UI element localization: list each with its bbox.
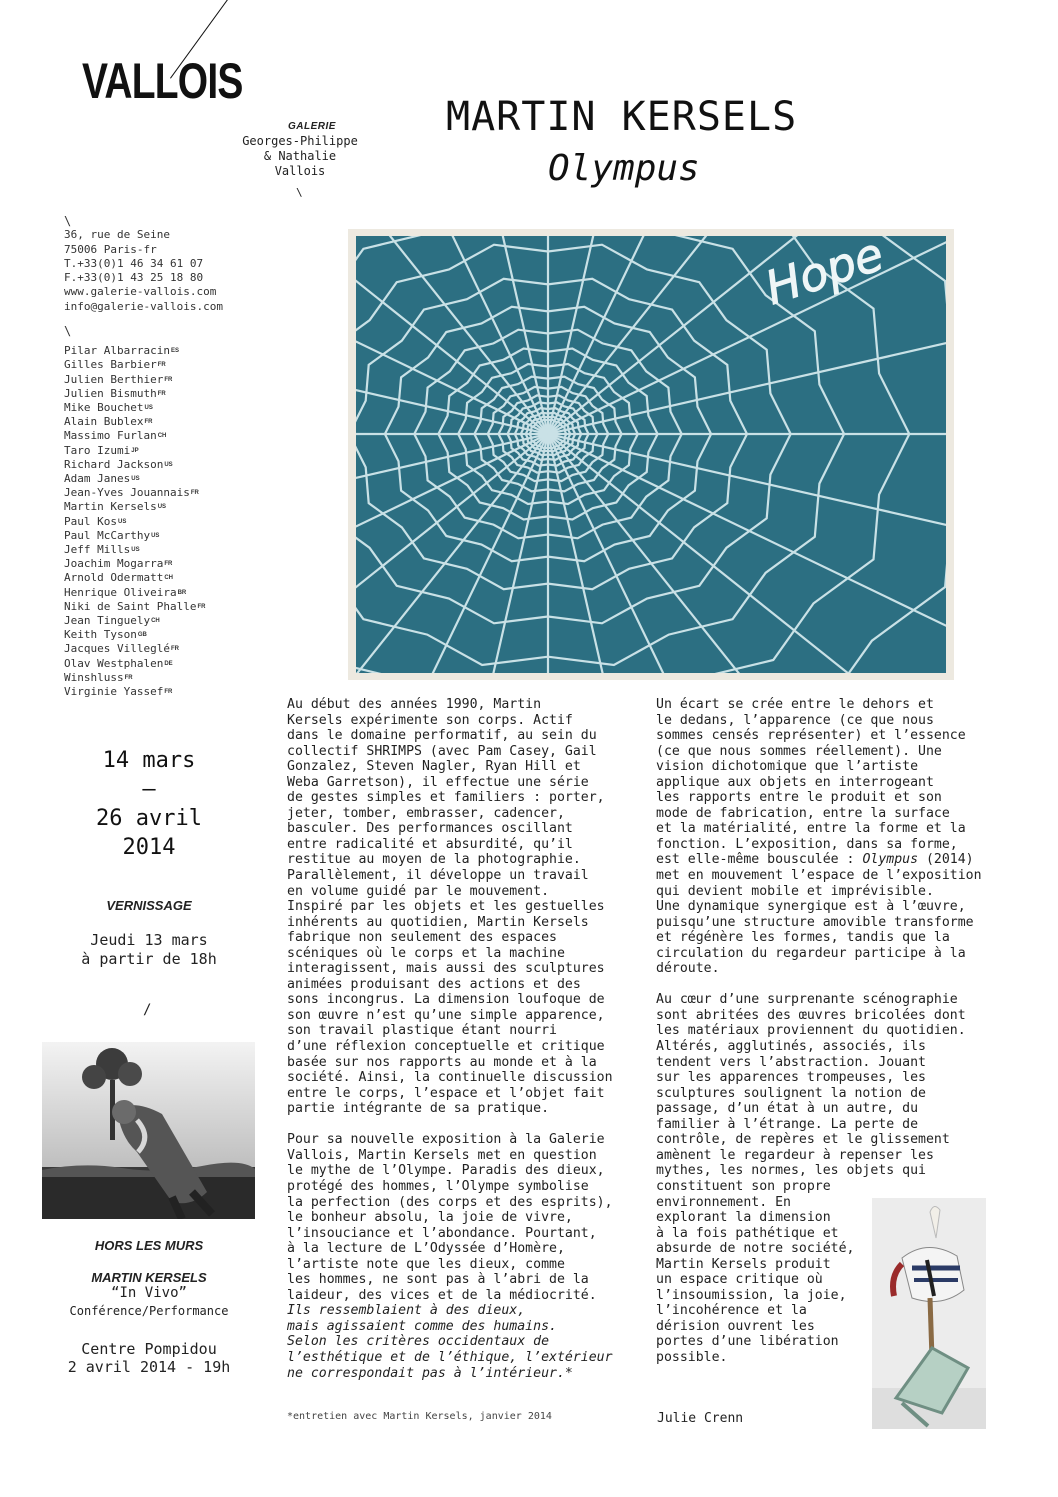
essay-line: le mythe de l’Olympe. Paradis des dieux, (287, 1163, 605, 1179)
essay-line: son travail plastique étant nourri (287, 1023, 557, 1039)
essay-line: amènent le regardeur à repenser les (656, 1147, 934, 1163)
artist-country-code: FR (124, 674, 133, 681)
essay-line: d’une réflexion conceptuelle et critique (287, 1039, 605, 1055)
essay-line: Vallois, Martin Kersels met en question (287, 1147, 597, 1163)
essay-line: Au début des années 1990, Martin (287, 697, 542, 712)
artist-list-item (64, 373, 205, 387)
address-street: 36, rue de Seine (64, 228, 170, 242)
essay-line: basculer. Des performances oscillant (287, 821, 573, 837)
artist-list-item (64, 415, 205, 429)
essay-line: protégé des hommes, l’Olympe symbolise (287, 1178, 589, 1194)
essay-line: un espace critique où (656, 1272, 823, 1288)
essay-line: inhérents au quotidien, Martin Kersels (287, 914, 589, 930)
essay-line: Altérés, agglutinés, associés, ils (656, 1039, 926, 1055)
artist-country-code: BR (177, 589, 187, 596)
artist-name: Jean-Yves Jouannais (64, 486, 190, 500)
essay-line: en volume guidé par le mouvement. (287, 883, 550, 899)
artist-country-code: ES (170, 348, 179, 355)
artwork-inscription: Hope (758, 229, 890, 316)
artist-country-code: FR (144, 419, 153, 426)
essay-line: sur les apparences trompeuses, les (656, 1070, 926, 1086)
essay-line: Au cœur d’une surprenante scénographie (656, 992, 958, 1008)
artist-country-code: US (131, 547, 140, 554)
artist-country-code: US (131, 476, 140, 483)
owner-name-line: & Nathalie (263, 149, 337, 163)
essay-line: Ils ressemblaient à des dieux, (287, 1303, 526, 1319)
essay-line: passage, d’un état à un autre, du (656, 1101, 919, 1117)
essay-line: mode de fabrication, entre la surface (656, 805, 950, 821)
essay-line: partie intégrante de sa pratique. (287, 1101, 550, 1117)
artist-name: Julien Berthier (64, 372, 164, 386)
artist-country-code: US (151, 532, 160, 539)
vernissage-time: à partir de 18h (81, 950, 217, 968)
website-link[interactable]: www.galerie-vallois.com (64, 285, 217, 299)
artist-name: Henrique Oliveira (64, 585, 177, 599)
essay-line: l’esthétique et de l’éthique, l’extérieur (287, 1349, 613, 1365)
essay-line: dérision ouvrent les (656, 1318, 815, 1334)
owner-name-line: Vallois (274, 164, 326, 178)
fax-number: F.+33(0)1 43 25 18 80 (64, 271, 204, 285)
end-year: 2014 (122, 835, 176, 860)
essay-line: les rapports entre le produit et son (656, 790, 942, 806)
essay-line: Selon les critères occidentaux de (287, 1334, 550, 1350)
artist-list-item (64, 685, 205, 699)
essay-line: et la matérialité, entre la forme et la (656, 821, 966, 837)
artist-list-item (64, 500, 205, 514)
essay-line: interagissent, mais aussi des sculptures (287, 961, 605, 977)
essay-line: l’insouciance et l’abondance. Pourtant, (287, 1225, 597, 1241)
artist-name: Niki de Saint Phalle (64, 599, 197, 613)
artwork-image (348, 229, 954, 680)
essay-line: Inspiré par les objets et les gestuelles (287, 899, 605, 915)
essay-line: basée sur nos rapports au monde et à la (287, 1054, 597, 1070)
essay-line: absurde de notre société, (656, 1241, 855, 1257)
artist-name: Paul Kos (64, 514, 117, 528)
artist-list-item (64, 344, 205, 358)
artist-name: Richard Jackson (64, 457, 164, 471)
end-date: 26 avril (96, 806, 202, 831)
date-dash: — (142, 777, 156, 802)
essay-line: la perfection (des corps et des esprits), (287, 1194, 613, 1210)
essay-line: contrôle, de repères et le glissement (656, 1132, 950, 1148)
artist-list-item (64, 358, 205, 372)
essay-line: Parallèlement, il développe un travail (287, 868, 589, 884)
artist-name: Pilar Albarracin (64, 344, 170, 358)
artist-name: Jeff Mills (64, 543, 131, 557)
email-link[interactable]: info@galerie-vallois.com (64, 299, 223, 313)
artist-country-code: DE (164, 660, 173, 667)
essay-line: de gestes simples et familiers : porter, (287, 790, 605, 806)
essay-line: Kersels expérimente son corps. Actif (287, 712, 573, 728)
artist-name: Paul McCarthy (64, 528, 151, 542)
author-signature: Julie Crenn (657, 1411, 744, 1426)
artist-name: Mike Bouchet (64, 401, 144, 415)
essay-line: animées produisant des actions et des (287, 976, 581, 992)
artist-country-code: US (117, 518, 127, 525)
artist-name: Taro Izumi (64, 443, 131, 457)
artist-country-code: US (144, 405, 153, 412)
exhibition-dates (40, 746, 258, 862)
essay-line: à la lecture de L’Odyssée d’Homère, (287, 1241, 565, 1257)
artist-name: Keith Tyson (64, 628, 137, 642)
essay-line: l’artiste note que les dieux, comme (287, 1256, 565, 1272)
artist-name: Gilles Barbier (64, 358, 157, 372)
essay-line: jeter, tomber, embrasser, cadencer, (287, 805, 565, 821)
artist-list-item (64, 444, 205, 458)
artist-list-item (64, 486, 205, 500)
essay-line: ne correspondait pas à l’intérieur.* (287, 1365, 573, 1381)
essay-line: Martin Kersels produit (656, 1256, 831, 1272)
artist-name: Arnold Odermatt (64, 571, 164, 585)
artists-tick-mark: \ (64, 324, 72, 338)
artist-country-code: CH (157, 433, 167, 440)
essay-line: puisqu’une structure amovible transforme (656, 914, 974, 930)
artist-name: Jean Tinguely (64, 614, 151, 628)
essay-line: tendent vers l’abstraction. Jouant (656, 1054, 926, 1070)
artist-country-code: FR (157, 362, 166, 369)
footnote: *entretien avec Martin Kersels, janvier 2014 (287, 1411, 552, 1422)
gallery-logo: VALLOIS (82, 53, 243, 109)
performance-photo-image (42, 1042, 255, 1219)
separator-slash: / (143, 1002, 152, 1018)
artist-list-item (64, 529, 205, 543)
artist-list-item (64, 543, 205, 557)
essay-line: qui devient mobile et imprévisible. (656, 883, 934, 899)
address-city: 75006 Paris-fr (64, 242, 157, 256)
essay-line: sont abritées des œuvres bricolées dont (656, 1007, 966, 1023)
artist-name: Massimo Furlan (64, 429, 157, 443)
essay-line: explorant la dimension (656, 1210, 831, 1226)
hors-les-murs-artist: MARTIN KERSELS (91, 1270, 207, 1285)
essay-line: à la fois pathétique et (656, 1225, 839, 1241)
sculpture-photo-image (872, 1198, 986, 1429)
venue-name: Centre Pompidou (81, 1340, 217, 1358)
phone-number: T.+33(0)1 46 34 61 07 (64, 256, 204, 270)
artwork-title-italic: Olympus (862, 852, 919, 868)
essay-line: Weba Garretson), il effectue une série (287, 774, 589, 790)
gallery-owner-names (236, 134, 364, 179)
essay-line: les hommes, ne sont pas à l’abri de la (287, 1272, 589, 1288)
hors-les-murs-type: Conférence/Performance (69, 1304, 229, 1318)
artist-list-item (64, 472, 205, 486)
artist-name: Jacques Villeglé (64, 642, 170, 656)
sculpture-photo (872, 1198, 986, 1429)
artist-list-item (64, 671, 205, 685)
artist-country-code: FR (164, 376, 173, 383)
essay-line: collectif SHRIMPS (avec Pam Casey, Gail (287, 743, 597, 759)
essay-line: dans le domaine performatif, au sein du (287, 728, 597, 744)
essay-line: restitue au moyen de la photographie. (287, 852, 581, 868)
artist-country-code: FR (164, 561, 173, 568)
artist-country-code: FR (170, 646, 179, 653)
artist-name: Joachim Mogarra (64, 557, 164, 571)
artist-list-item (64, 614, 205, 628)
essay-line: portes d’une libération (656, 1334, 839, 1350)
artist-list-item (64, 429, 205, 443)
essay-line: environnement. En (656, 1194, 791, 1210)
hors-les-murs-label: HORS LES MURS (94, 1238, 204, 1253)
artist-list (64, 324, 206, 699)
artist-country-code: US (164, 461, 173, 468)
gallery-tick-mark: \ (296, 186, 303, 199)
essay-column-left (287, 697, 613, 1381)
essay-line: Une dynamique synergique est à l’œuvre, (656, 899, 966, 915)
essay-line: sommes censés représenter) et l’essence (656, 728, 966, 744)
essay-line: Gonzalez, Steven Nagler, Ryan Hill et (287, 759, 581, 775)
essay-line: sons incongrus. La dimension loufoque de (287, 992, 605, 1008)
essay-line: met en mouvement l’espace de l’exposition (656, 868, 982, 884)
essay-line: fonction. L’exposition, dans sa forme, (656, 836, 958, 852)
essay-line: mythes, les normes, les objets qui (656, 1163, 926, 1179)
artist-list-item (64, 600, 205, 614)
exhibition-title: Olympus (548, 148, 700, 189)
hors-les-murs-venue (40, 1340, 258, 1376)
essay-line: Pour sa nouvelle exposition à la Galerie (287, 1132, 605, 1148)
galerie-label: GALERIE (288, 121, 336, 132)
owner-name-line: Georges-Philippe (242, 134, 358, 148)
artist-name: Julien Bismuth (64, 386, 157, 400)
artist-name: Virginie Yassef (64, 685, 164, 699)
essay-line: sculptures soulignent la notion de (656, 1085, 926, 1101)
essay-line: Un écart se crée entre le dehors et (656, 697, 934, 712)
essay-line: mais agissaient comme des humains. (287, 1318, 557, 1334)
vernissage-date: Jeudi 13 mars (90, 931, 208, 949)
artist-name: Adam Janes (64, 472, 131, 486)
artist-list-item (64, 628, 205, 642)
essay-line: l’incohérence et la (656, 1303, 807, 1319)
performance-photo (42, 1042, 255, 1219)
artist-country-code: FR (190, 490, 199, 497)
essay-line: vision dichotomique que l’artiste (656, 759, 919, 775)
start-date: 14 mars (102, 748, 196, 773)
essay-line: déroute. (656, 961, 720, 977)
essay-line: applique aux objets en interrogeant (656, 774, 934, 790)
essay-line (287, 1117, 613, 1133)
artist-name: Martin Kersels (64, 500, 157, 514)
contact-block (64, 214, 223, 314)
artist-country-code: FR (157, 390, 166, 397)
hors-les-murs-title: “In Vivo” (111, 1285, 187, 1301)
artist-list-item (64, 642, 205, 656)
essay-line: les matériaux proviennent du quotidien. (656, 1023, 966, 1039)
essay-line: possible. (656, 1349, 728, 1365)
venue-datetime: 2 avril 2014 - 19h (67, 1358, 231, 1376)
exhibition-artist-title: MARTIN KERSELS (446, 94, 798, 140)
essay-line: le bonheur absolu, la joie de vivre, (287, 1210, 573, 1226)
artist-list-item (64, 515, 205, 529)
artist-country-code: GB (137, 632, 147, 639)
artist-country-code: JP (131, 447, 139, 454)
artist-list-item (64, 458, 205, 472)
artist-list-item (64, 657, 205, 671)
essay-line: familier à l’étrange. La perte de (656, 1116, 919, 1132)
contact-tick-mark: \ (64, 214, 72, 228)
essay-line: entre radicalité et absurdité, qu’il (287, 836, 573, 852)
artist-country-code: CH (164, 575, 174, 582)
essay-line: entre le corps, l’espace et l’objet fait (287, 1085, 605, 1101)
essay-line: laideur, des vices et de la médiocrité. (287, 1287, 597, 1303)
essay-line: son œuvre n’est qu’une simple apparence, (287, 1007, 605, 1023)
spiderweb-drawing (348, 229, 954, 680)
artist-country-code: US (157, 504, 167, 511)
artist-name: Winshluss (64, 670, 124, 684)
essay-line: et régénère les formes, tandis que la (656, 930, 950, 946)
artist-country-code: FR (197, 603, 206, 610)
essay-line: (ce que nous sommes réellement). Une (656, 743, 942, 759)
essay-line: le dedans, l’apparence (ce que nous (656, 712, 934, 728)
essay-line: est elle-même bousculée : Olympus (2014) (656, 852, 974, 868)
artist-list-item (64, 557, 205, 571)
essay-line: scéniques où le corps et la machine (287, 945, 565, 961)
artist-list-item (64, 586, 205, 600)
artist-name: Alain Bublex (64, 415, 144, 429)
essay-line: fabrique non seulement des espaces (287, 930, 557, 946)
artist-name: Olav Westphalen (64, 656, 164, 670)
vernissage-details (40, 931, 258, 969)
essay-line: constituent son propre (656, 1178, 831, 1194)
artist-list-item (64, 571, 205, 585)
essay-line: société. Ainsi, la continuelle discussion (287, 1070, 613, 1086)
artist-country-code: CH (151, 618, 160, 625)
artist-list-item (64, 401, 205, 415)
artist-country-code: FR (164, 689, 173, 696)
artist-list-item (64, 387, 205, 401)
essay-line (656, 977, 982, 993)
vernissage-label: VERNISSAGE (106, 898, 192, 913)
essay-line: l’insoumission, la joie, (656, 1287, 847, 1303)
essay-line: circulation du regardeur participe à la (656, 945, 966, 961)
